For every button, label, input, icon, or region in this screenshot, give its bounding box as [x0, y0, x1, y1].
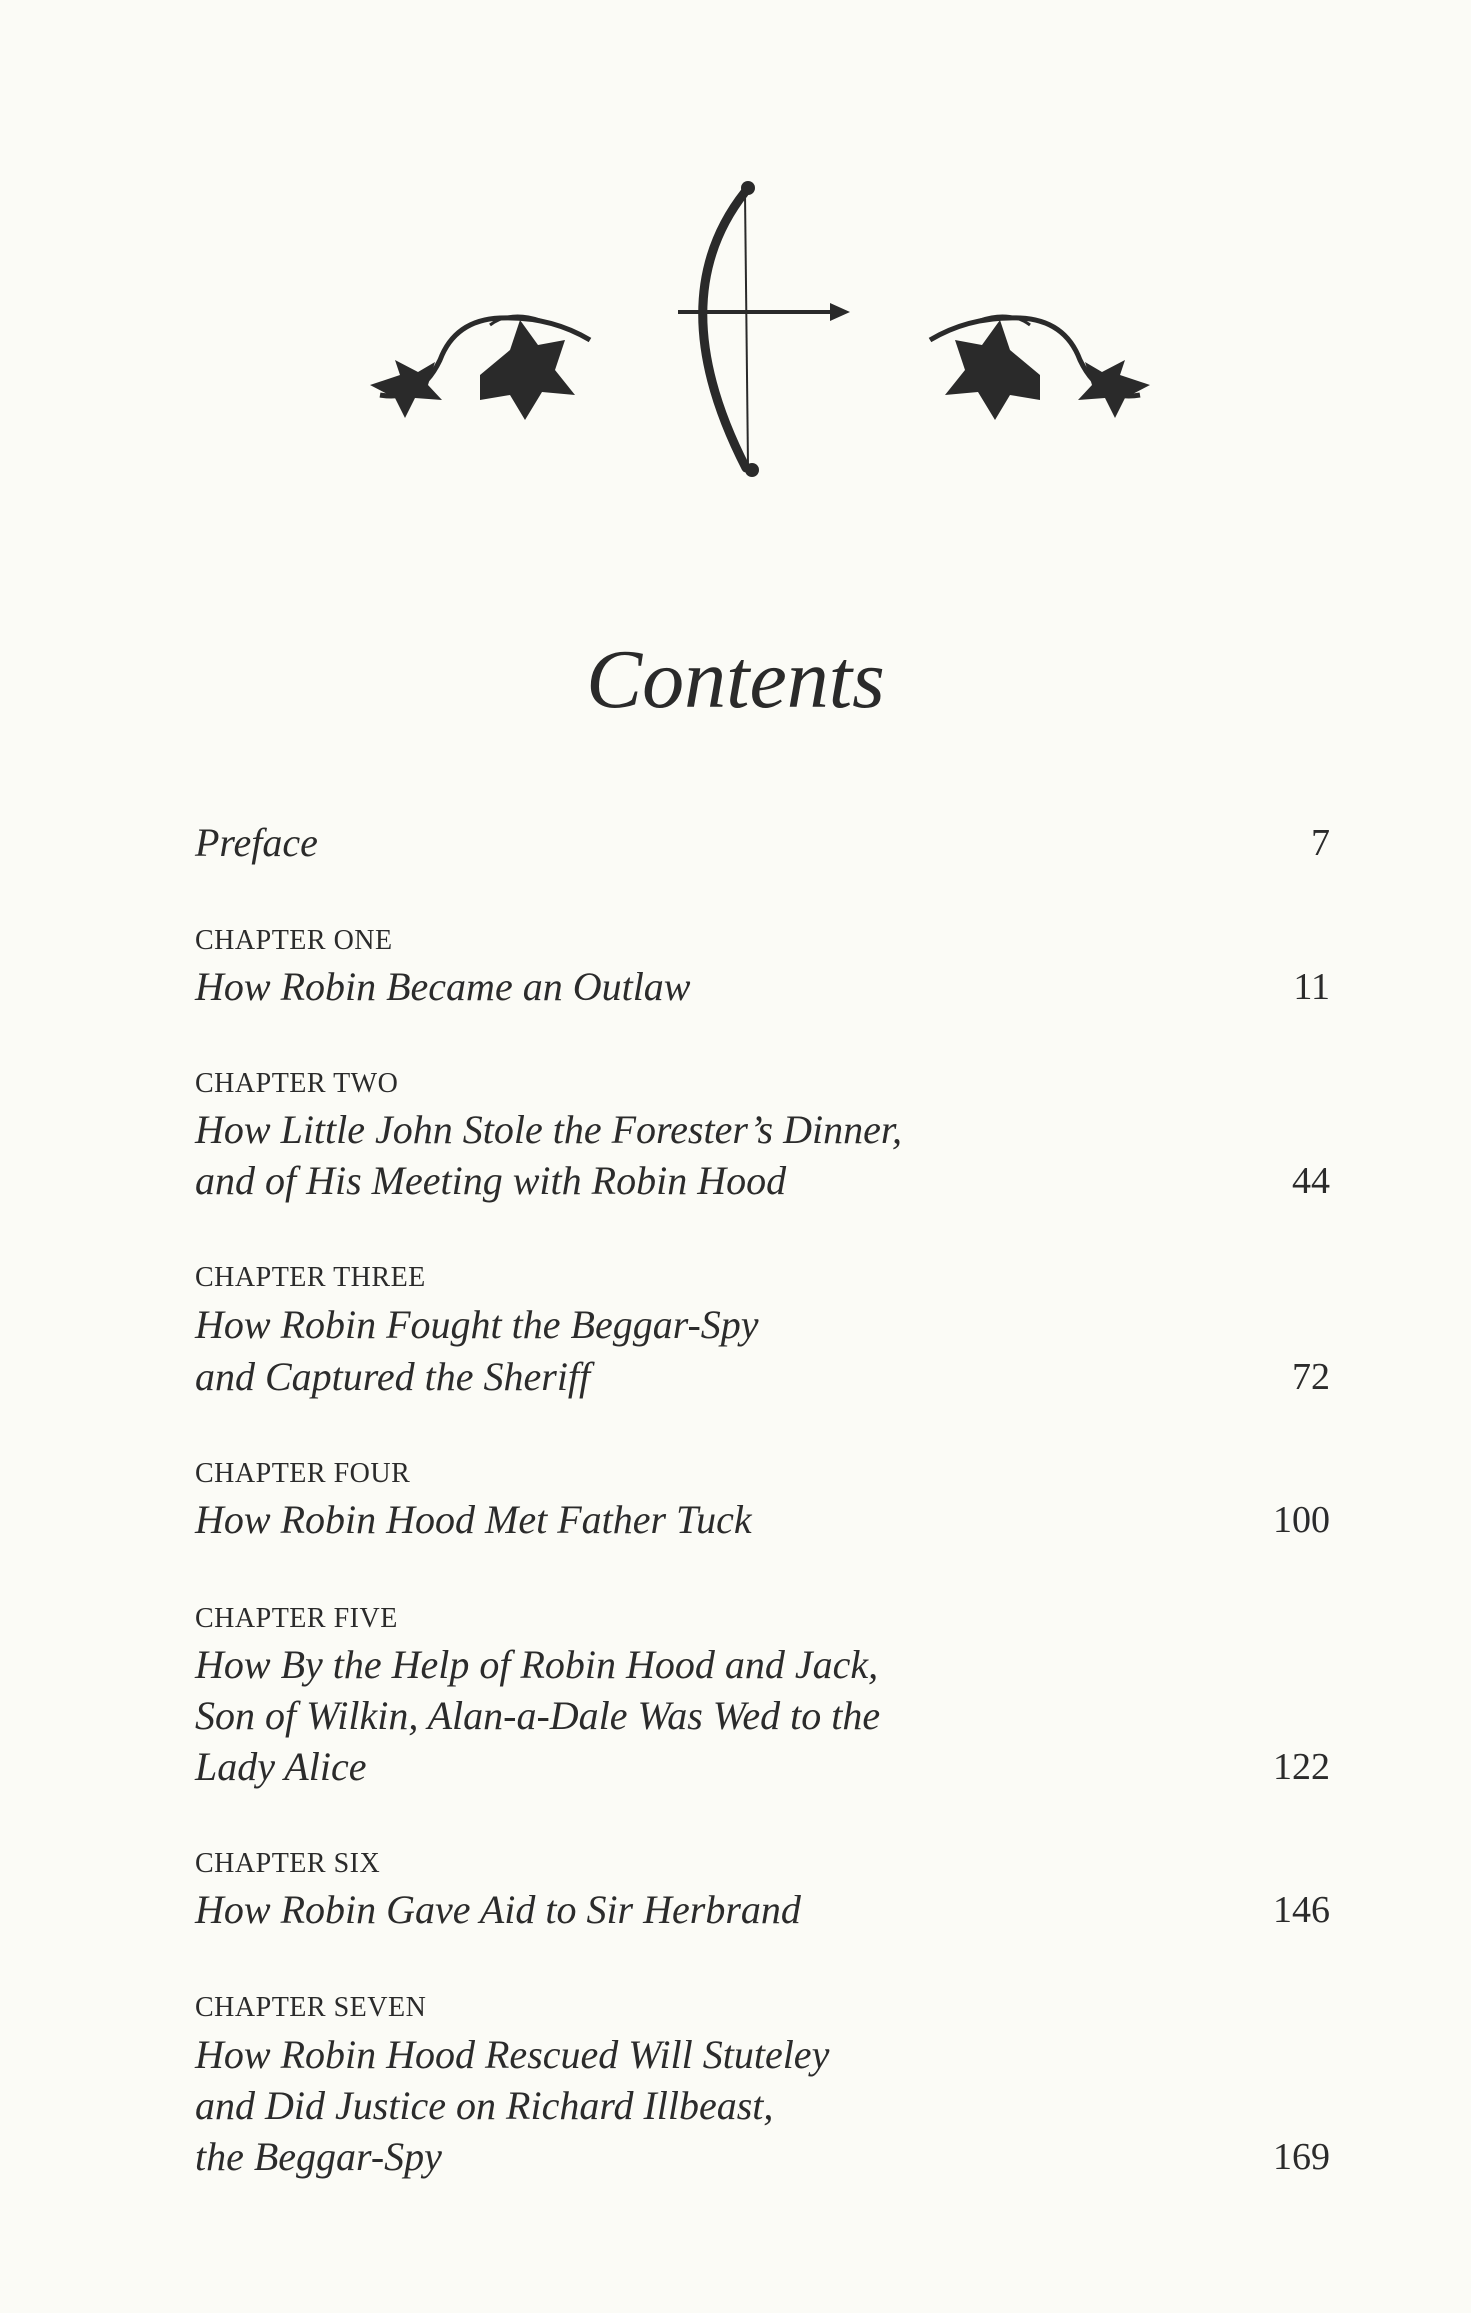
chapter-label: CHAPTER SIX: [195, 1848, 381, 1879]
toc-entry-title: Son of Wilkin, Alan-a-Dale Was Wed to the: [195, 1693, 881, 1738]
toc-entry-title: How Robin Became an Outlaw: [195, 964, 691, 1009]
chapter-label: CHAPTER FIVE: [195, 1603, 398, 1634]
toc-entry-title: and Did Justice on Richard Illbeast,: [195, 2083, 774, 2128]
toc-entry-title: How Robin Gave Aid to Sir Herbrand: [195, 1887, 801, 1932]
chapter-label: CHAPTER THREE: [195, 1262, 426, 1293]
toc-entry-title: and of His Meeting with Robin Hood: [195, 1158, 787, 1203]
page-title: Contents: [586, 633, 885, 726]
toc-entry-title: the Beggar-Spy: [195, 2134, 442, 2179]
toc-entry-page: 72: [1292, 1356, 1330, 1398]
toc-entry-title: How By the Help of Robin Hood and Jack,: [195, 1642, 879, 1687]
table-of-contents: [195, 0, 1330, 2313]
toc-entry-page: 11: [1293, 966, 1330, 1008]
toc-entry-page: 122: [1273, 1746, 1330, 1788]
toc-entry-title: How Robin Hood Met Father Tuck: [195, 1497, 752, 1542]
toc-entry-page: 7: [1311, 822, 1330, 864]
toc-entry-page: 146: [1273, 1889, 1330, 1931]
toc-entry-title: and Captured the Sheriff: [195, 1354, 591, 1399]
toc-entry-title: Preface: [195, 820, 318, 865]
toc-entry-page: 169: [1273, 2136, 1330, 2178]
chapter-label: CHAPTER FOUR: [195, 1458, 411, 1489]
toc-entry-title: How Little John Stole the Forester’s Dinner,: [195, 1107, 902, 1152]
toc-entry-page: 44: [1292, 1160, 1330, 1202]
chapter-label: CHAPTER SEVEN: [195, 1992, 427, 2023]
toc-entry-title: Lady Alice: [195, 1744, 367, 1789]
chapter-label: CHAPTER ONE: [195, 925, 393, 956]
toc-entry-title: How Robin Hood Rescued Will Stuteley: [195, 2032, 830, 2077]
chapter-label: CHAPTER TWO: [195, 1068, 399, 1099]
toc-entry-title: How Robin Fought the Beggar-Spy: [195, 1302, 759, 1347]
toc-entry-page: 100: [1273, 1499, 1330, 1541]
